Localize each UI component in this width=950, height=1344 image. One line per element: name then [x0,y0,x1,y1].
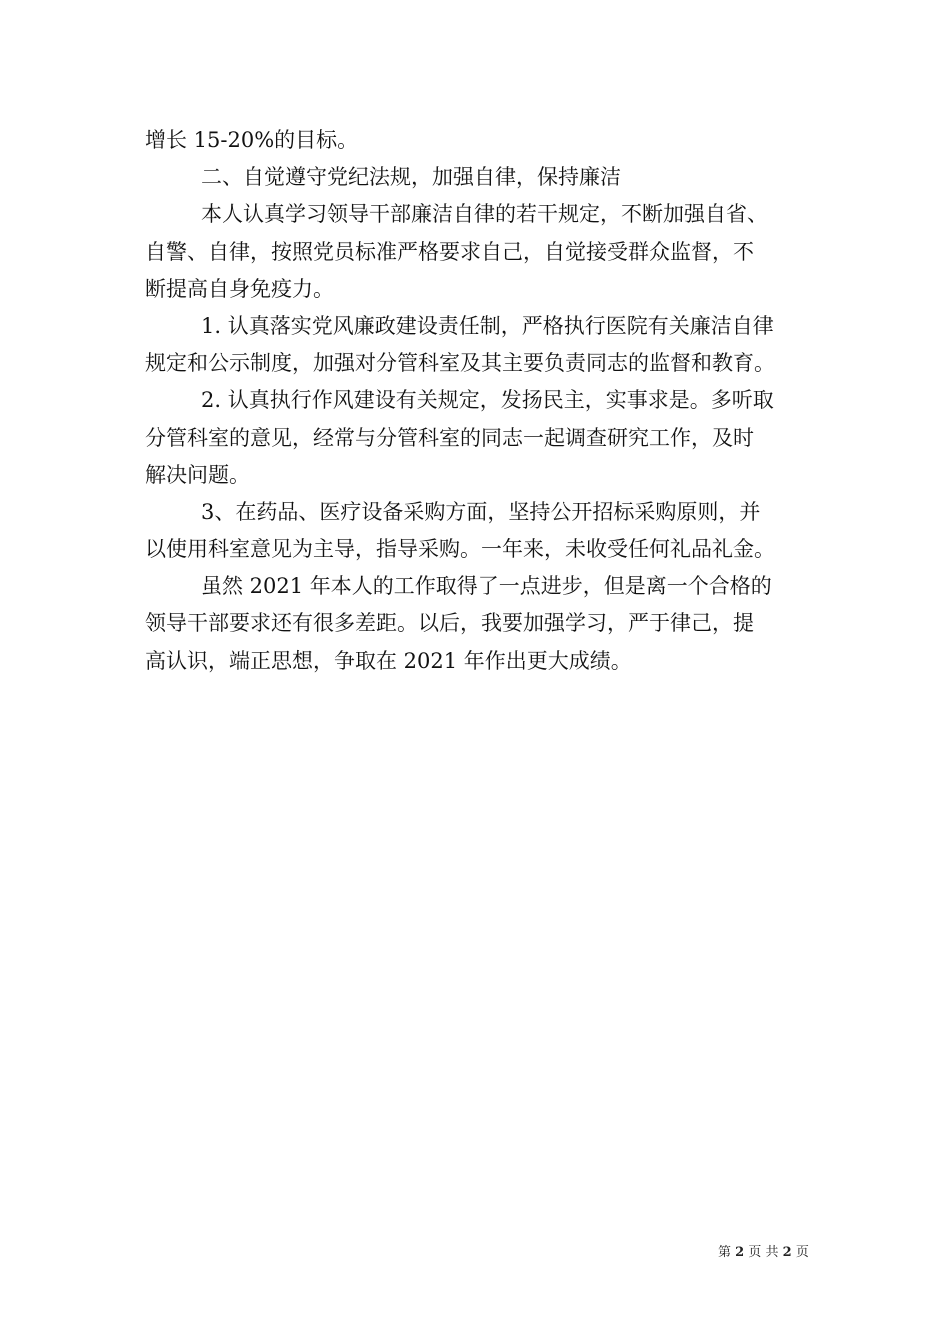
text-line: 以使用科室意见为主导，指导采购。一年来，未收受任何礼品礼金。 [145,537,775,562]
text-line: 高认识，端正思想，争取在 2021 年作出更大成绩。 [145,648,632,673]
document-body [145,122,810,680]
text-line: 分管科室的意见，经常与分管科室的同志一起调查研究工作，及时 [145,425,754,450]
footer-suffix: 页 [795,1245,809,1260]
section-heading: 二、自觉遵守党纪法规，加强自律，保持廉洁 [201,165,621,190]
page-number-footer [718,1245,809,1261]
list-item-3: 3、在药品、医疗设备采购方面，坚持公开招标采购原则，并 [201,499,761,524]
text-line: 解决问题。 [145,462,250,487]
current-page-number: 2 [735,1245,745,1260]
list-item-2: 2. 认真执行作风建设有关规定，发扬民主，实事求是。多听取 [201,388,774,413]
text-line: 自警、自律，按照党员标准严格要求自己，自觉接受群众监督，不 [145,239,754,264]
conclusion-line: 虽然 2021 年本人的工作取得了一点进步，但是离一个合格的 [201,574,772,599]
text-line: 增长 15-20%的目标。 [145,128,359,152]
footer-middle: 页 共 [748,1245,779,1260]
list-item-1: 1. 认真落实党风廉政建设责任制，严格执行医院有关廉洁自律 [201,313,774,338]
footer-prefix: 第 [718,1245,732,1260]
text-line: 断提高自身免疫力。 [145,276,334,301]
text-line: 本人认真学习领导干部廉洁自律的若干规定，不断加强自省、 [201,202,768,227]
text-line: 领导干部要求还有很多差距。以后，我要加强学习，严于律己，提 [145,611,754,636]
total-page-number: 2 [782,1245,792,1260]
text-line: 规定和公示制度，加强对分管科室及其主要负责同志的监督和教育。 [145,351,775,376]
